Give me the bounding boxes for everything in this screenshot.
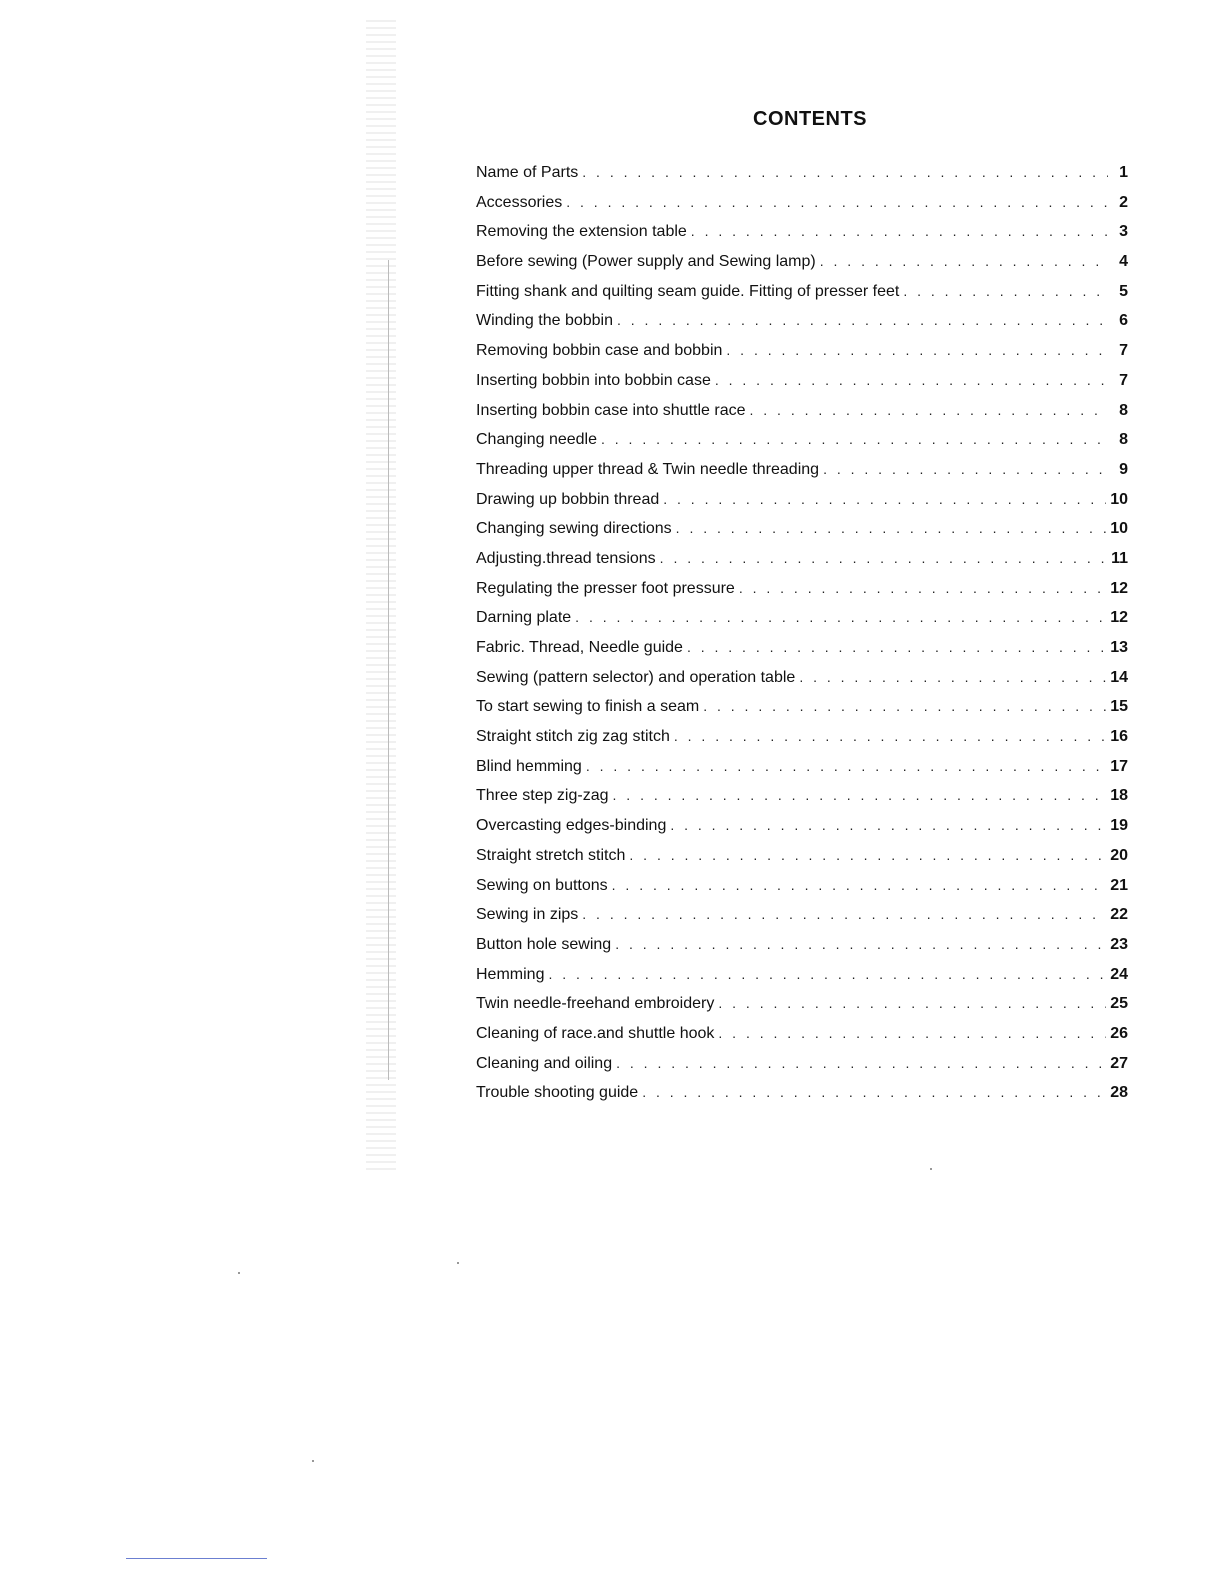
dot-leader (612, 877, 1107, 893)
scan-speck (312, 1460, 314, 1462)
dot-leader (582, 164, 1108, 180)
toc-entry-title: Name of Parts (476, 164, 579, 181)
dot-leader (660, 550, 1107, 566)
toc-entry-title: Regulating the presser foot pressure (476, 579, 735, 597)
toc-entry (476, 342, 1128, 372)
toc-entry-page: 26 (1110, 1024, 1128, 1042)
toc-entry-page: 11 (1111, 549, 1128, 567)
toc-entry-page: 23 (1110, 935, 1128, 953)
toc-entry-page: 5 (1119, 282, 1128, 300)
toc-entry-title: Inserting bobbin case into shuttle race (476, 401, 746, 419)
dot-leader (613, 787, 1107, 803)
toc-entry-title: Fitting shank and quilting seam guide. Fitting of presser feet (476, 282, 900, 300)
toc-entry (476, 669, 1128, 699)
dot-leader (674, 728, 1106, 744)
dot-leader (718, 995, 1106, 1011)
toc-entry-page: 9 (1119, 460, 1128, 478)
dot-leader (691, 223, 1108, 239)
toc-entry-title: Darning plate (476, 609, 572, 627)
toc-entry-title: Drawing up bobbin thread (476, 490, 660, 508)
dot-leader (799, 669, 1106, 685)
toc-entry (476, 817, 1128, 847)
page-title: CONTENTS (753, 108, 867, 130)
toc-entry (476, 312, 1128, 342)
dot-leader (739, 580, 1106, 596)
toc-entry (476, 877, 1128, 907)
toc-entry (476, 283, 1128, 313)
toc-entry (476, 550, 1128, 580)
toc-entry-page: 1 (1119, 164, 1128, 181)
toc-entry-page: 25 (1110, 995, 1128, 1013)
toc-entry (476, 1025, 1128, 1055)
toc-entry-page: 12 (1110, 609, 1128, 627)
toc-entry (476, 758, 1128, 788)
footer-rule (126, 1558, 267, 1559)
scan-speck (457, 1262, 459, 1264)
dot-leader (586, 758, 1106, 774)
binding-edge (366, 20, 396, 1170)
dot-leader (820, 253, 1108, 269)
dot-leader (616, 1055, 1106, 1071)
toc-entry-title: Removing bobbin case and bobbin (476, 342, 723, 360)
toc-entry (476, 491, 1128, 521)
dot-leader (617, 312, 1108, 328)
toc-entry (476, 402, 1128, 432)
dot-leader (615, 936, 1106, 952)
toc-entry (476, 995, 1128, 1025)
toc-entry-title: Three step zig-zag (476, 787, 609, 805)
toc-entry-title: Sewing on buttons (476, 876, 608, 894)
toc-entry-title: Changing sewing directions (476, 520, 672, 538)
toc-entry-page: 18 (1110, 787, 1128, 805)
toc-entry-page: 8 (1119, 401, 1128, 419)
toc-entry-title: Straight stretch stitch (476, 846, 626, 864)
toc-entry (476, 787, 1128, 817)
dot-leader (670, 817, 1106, 833)
toc-entry-title: Hemming (476, 965, 545, 983)
scan-speck (238, 1272, 240, 1274)
toc-entry-title: Changing needle (476, 431, 597, 449)
toc-entry-title: Removing the extension table (476, 223, 687, 241)
scan-speck (930, 1168, 932, 1170)
table-of-contents (476, 164, 1128, 1114)
toc-entry (476, 1084, 1128, 1114)
toc-entry (476, 164, 1128, 194)
toc-entry (476, 728, 1128, 758)
dot-leader (750, 402, 1109, 418)
toc-entry-title: Straight stitch zig zag stitch (476, 728, 670, 746)
dot-leader (582, 906, 1106, 922)
dot-leader (726, 342, 1108, 358)
toc-entry-page: 22 (1110, 906, 1128, 924)
dot-leader (566, 194, 1108, 210)
toc-entry-title: Cleaning and oiling (476, 1054, 613, 1072)
toc-entry-title: Inserting bobbin into bobbin case (476, 371, 711, 389)
toc-entry (476, 639, 1128, 669)
dot-leader (575, 609, 1106, 625)
toc-entry-page: 28 (1110, 1084, 1128, 1102)
toc-entry-page: 4 (1119, 253, 1128, 271)
toc-entry-page: 15 (1110, 698, 1128, 716)
dot-leader (687, 639, 1106, 655)
toc-entry-page: 6 (1119, 312, 1128, 330)
dot-leader (601, 431, 1108, 447)
toc-entry-title: Winding the bobbin (476, 312, 613, 330)
dot-leader (703, 698, 1106, 714)
toc-entry-page: 19 (1110, 817, 1128, 835)
toc-entry (476, 372, 1128, 402)
dot-leader (676, 520, 1107, 536)
dot-leader (548, 966, 1106, 982)
toc-entry-title: To start sewing to finish a seam (476, 698, 700, 716)
dot-leader (718, 1025, 1106, 1041)
toc-entry-page: 13 (1110, 639, 1128, 656)
toc-entry-title: Threading upper thread & Twin needle threading (476, 460, 820, 478)
toc-entry-title: Before sewing (Power supply and Sewing lamp) (476, 253, 816, 271)
toc-entry-page: 12 (1110, 579, 1128, 597)
toc-entry-title: Sewing in zips (476, 906, 579, 924)
toc-entry-page: 8 (1119, 431, 1128, 449)
toc-entry-page: 7 (1119, 342, 1128, 360)
toc-entry (476, 253, 1128, 283)
toc-entry-title: Fabric. Thread, Needle guide (476, 639, 683, 656)
dot-leader (642, 1084, 1106, 1100)
toc-entry-title: Blind hemming (476, 757, 582, 775)
toc-entry-page: 10 (1110, 520, 1128, 538)
toc-entry-page: 27 (1110, 1054, 1128, 1072)
toc-entry-title: Adjusting.thread tensions (476, 549, 656, 567)
toc-entry (476, 906, 1128, 936)
toc-entry-title: Twin needle-freehand embroidery (476, 995, 715, 1013)
binding-line (388, 260, 389, 1080)
toc-entry-page: 10 (1110, 490, 1128, 508)
dot-leader (823, 461, 1108, 477)
dot-leader (629, 847, 1106, 863)
toc-entry (476, 223, 1128, 253)
toc-entry-page: 21 (1110, 876, 1128, 894)
toc-entry (476, 520, 1128, 550)
dot-leader (903, 283, 1108, 299)
toc-entry (476, 461, 1128, 491)
toc-entry (476, 194, 1128, 224)
toc-entry (476, 966, 1128, 996)
toc-entry-page: 16 (1110, 728, 1128, 746)
toc-entry-page: 7 (1119, 371, 1128, 389)
toc-entry-page: 14 (1110, 668, 1128, 686)
toc-entry (476, 609, 1128, 639)
toc-entry-page: 3 (1119, 223, 1128, 241)
toc-entry-title: Button hole sewing (476, 935, 612, 953)
toc-entry-title: Overcasting edges-binding (476, 817, 667, 835)
toc-entry-page: 2 (1119, 193, 1128, 211)
toc-entry-page: 20 (1110, 846, 1128, 864)
toc-entry-page: 24 (1110, 965, 1128, 983)
toc-entry (476, 936, 1128, 966)
toc-entry-title: Accessories (476, 193, 563, 211)
toc-entry-page: 17 (1110, 757, 1128, 775)
toc-entry (476, 431, 1128, 461)
toc-entry-title: Trouble shooting guide (476, 1084, 639, 1102)
toc-entry (476, 1055, 1128, 1085)
toc-entry-title: Cleaning of race.and shuttle hook (476, 1024, 715, 1042)
toc-entry (476, 580, 1128, 610)
dot-leader (663, 491, 1106, 507)
toc-entry (476, 698, 1128, 728)
toc-entry (476, 847, 1128, 877)
dot-leader (715, 372, 1108, 388)
toc-entry-title: Sewing (pattern selector) and operation table (476, 668, 796, 686)
